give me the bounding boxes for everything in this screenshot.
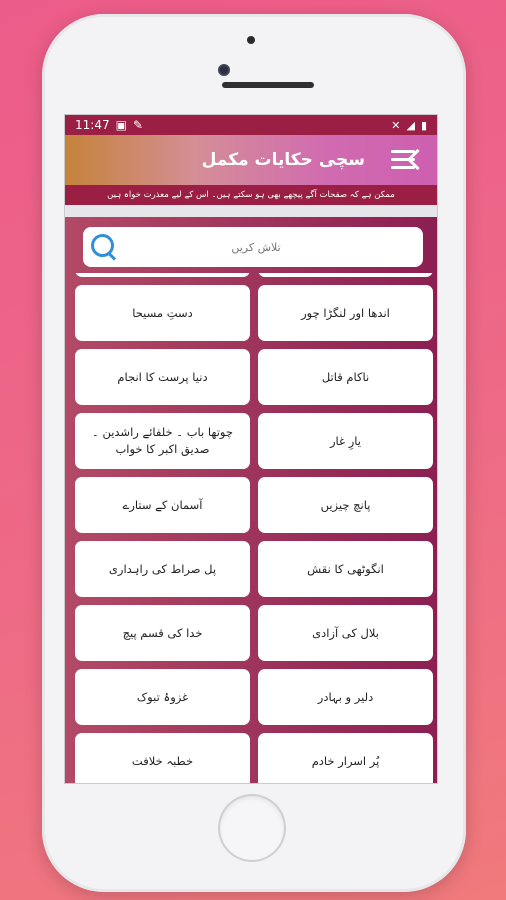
story-card[interactable]: پل صراط کی راہداری [75,541,250,597]
story-card[interactable]: ناکام قاتل [258,349,433,405]
earpiece-speaker [222,82,314,88]
status-bar [65,115,437,135]
story-card[interactable]: دستِ مسیحا [75,285,250,341]
story-card[interactable] [258,273,433,277]
front-sensor [247,36,255,44]
story-card[interactable]: آسمان کے ستارے [75,477,250,533]
signal-icon: ◢ [406,118,415,132]
phone-frame [42,14,466,892]
story-card[interactable]: دنیا پرست کا انجام [75,349,250,405]
story-card[interactable]: بلال کی آزادی [258,605,433,661]
story-card[interactable] [75,273,250,277]
status-time: 11:47 [75,118,110,132]
story-card[interactable]: انگوٹھی کا نقش [258,541,433,597]
story-grid-viewport [65,273,437,783]
app-bar [65,135,437,185]
search-box[interactable] [83,227,423,267]
story-card[interactable]: یارِ غار [258,413,433,469]
mute-icon: ✕ [391,118,401,132]
story-card[interactable]: پُر اسرار خادم [258,733,433,783]
story-card[interactable]: چوتھا باب ۔ خلفائے راشدین ۔ صدیق اکبر کا خواب [75,413,250,469]
story-card[interactable]: غزوۂ تبوک [75,669,250,725]
app-screen [64,114,438,784]
content-area [65,217,437,783]
app-title: سچی حکایات مکمل [201,150,365,170]
home-button[interactable] [220,796,284,860]
story-grid [75,273,433,783]
menu-icon[interactable] [389,145,425,175]
search-input[interactable] [119,240,393,255]
battery-icon: ▮ [420,118,427,132]
story-card[interactable]: اندھا اور لنگڑا چور [258,285,433,341]
front-camera [218,64,230,76]
story-card[interactable]: دلیر و بہادر [258,669,433,725]
story-card[interactable]: خدا کی قسم پیچ [75,605,250,661]
notice-banner: ممکن ہے کہ صفحات آگے پیچھے بھی ہو سکتے ہیں۔ اس کے لیے معذرت خواہ ہیں [65,185,437,205]
story-card[interactable]: پانچ چیزیں [258,477,433,533]
search-icon[interactable] [89,232,119,262]
story-card[interactable]: خطبہ خلافت [75,733,250,783]
image-icon: ▣ [115,118,127,132]
wrench-icon: ✎ [132,118,143,132]
